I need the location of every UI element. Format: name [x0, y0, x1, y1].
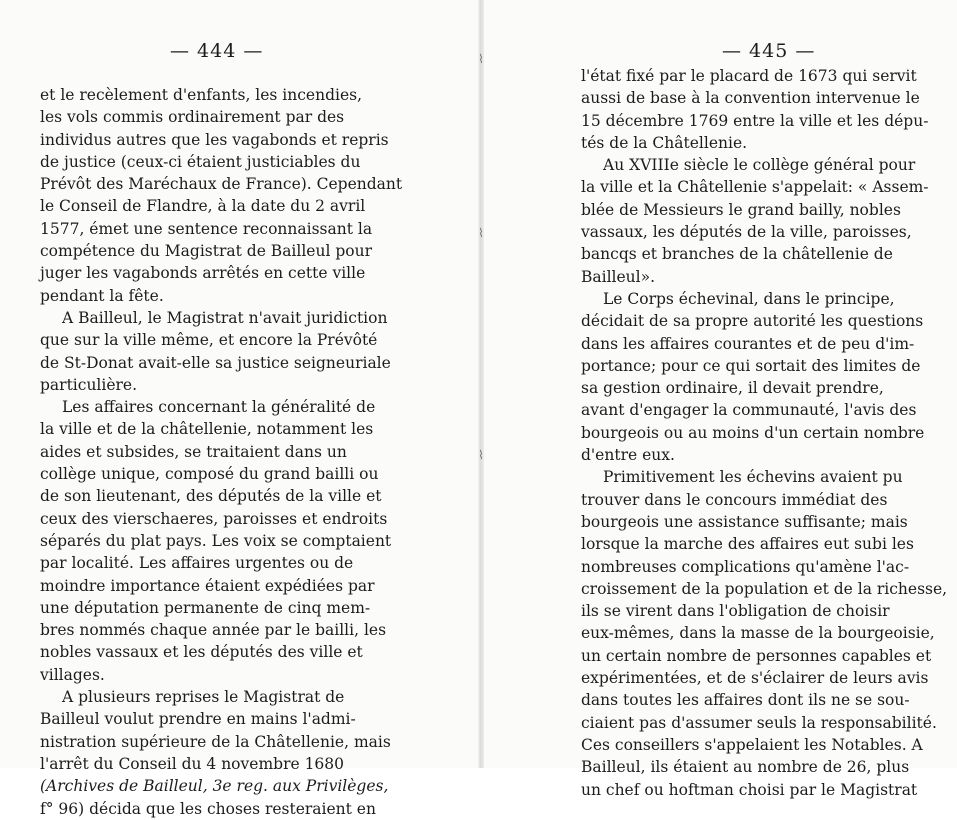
text-line: pendant la fête.: [40, 286, 164, 305]
text-line: bourgeois une assistance suffisante; mais: [581, 512, 908, 531]
text-line: juger les vagabonds arrêtés en cette ville: [40, 264, 366, 283]
text-line: l'arrêt du Conseil du 4 novembre 1680: [40, 754, 345, 773]
text-line: nobles vassaux et les députés des ville et: [40, 643, 363, 662]
text-line: croissement de la population et de la richesse,: [581, 579, 948, 598]
text-line: de son lieutenant, des députés de la ville et: [40, 487, 382, 506]
text-line: eux-mêmes, dans la masse de la bourgeoisie,: [581, 624, 935, 643]
text-line: villages.: [40, 665, 105, 684]
text-line: f° 96) décida que les choses resteraient en: [40, 799, 376, 818]
text-line: d'entre eux.: [581, 446, 675, 465]
text-line: A Bailleul, le Magistrat n'avait juridiction: [62, 308, 388, 327]
binding-mark: ⌇: [478, 52, 484, 66]
text-line: Au XVIIIe siècle le collège général pour: [603, 156, 916, 175]
text-line: dans les affaires courantes et de peu d'im-: [581, 334, 915, 353]
text-line: A plusieurs reprises le Magistrat de: [62, 688, 345, 707]
page-number: — 445 —: [722, 40, 816, 62]
text-line: moindre importance étaient expédiées par: [40, 576, 375, 595]
text-line: tés de la Châtellenie.: [581, 133, 748, 152]
text-line: et le recèlement d'enfants, les incendies,: [40, 86, 363, 104]
text-line: blée de Messieurs le grand bailly, nobles: [581, 200, 901, 219]
text-line: Le Corps échevinal, dans le principe,: [603, 289, 895, 308]
text-line: trouver dans le concours immédiat des: [581, 490, 888, 509]
page-number: — 444 —: [170, 40, 264, 62]
text-line: le Conseil de Flandre, à la date du 2 avril: [40, 197, 366, 216]
page-text: [581, 65, 948, 801]
text-line: un certain nombre de personnes capables et: [581, 646, 932, 665]
text-line: décidait de sa propre autorité les questions: [581, 312, 924, 331]
left-page: [0, 0, 478, 818]
text-line: bancqs et branches de la châtellenie de: [581, 245, 893, 264]
text-line: la ville et de la châtellenie, notamment les: [40, 420, 374, 439]
text-line: Bailleul».: [581, 267, 656, 286]
text-line: de justice (ceux-ci étaient justiciables du: [40, 152, 361, 171]
text-line: lorsque la marche des affaires eut subi les: [581, 535, 914, 554]
text-line: une députation permanente de cinq mem-: [40, 598, 371, 617]
text-line: Bailleul, ils étaient au nombre de 26, plus: [581, 758, 910, 777]
right-page: [484, 0, 957, 799]
text-line: (Archives de Bailleul, 3e reg. aux Privilèges,: [40, 777, 389, 796]
text-line: nombreuses complications qu'amène l'ac-: [581, 557, 910, 576]
text-line: un chef ou hoftman choisi par le Magistrat: [581, 780, 918, 799]
text-line: 15 décembre 1769 entre la ville et les dépu-: [581, 111, 929, 130]
text-line: bres nommés chaque année par le bailli, les: [40, 621, 387, 640]
text-line: individus autres que les vagabonds et repris: [40, 130, 389, 149]
binding-mark: ⌇: [478, 448, 484, 462]
text-line: de St-Donat avait-elle sa justice seigneuriale: [40, 353, 391, 372]
text-line: collège unique, composé du grand bailli ou: [40, 465, 379, 484]
text-line: Prévôt des Maréchaux de France). Cependant: [40, 175, 403, 194]
text-line: sa gestion ordinaire, il devait prendre,: [581, 379, 884, 398]
page-text: [40, 84, 403, 820]
text-line: que sur la ville même, et encore la Prévôté: [40, 331, 378, 350]
text-line: nistration supérieure de la Châtellenie, mais: [40, 732, 391, 751]
binding-mark: ⌇: [478, 226, 484, 240]
text-line: 1577, émet une sentence reconnaissant la: [40, 219, 373, 238]
text-line: l'état fixé par le placard de 1673 qui servit: [581, 67, 917, 85]
text-line: bourgeois ou au moins d'un certain nombre: [581, 423, 925, 442]
text-line: Bailleul voulut prendre en mains l'admi-: [40, 710, 356, 729]
text-line: ceux des vierschaeres, paroisses et endroits: [40, 509, 388, 528]
text-line: Primitivement les échevins avaient pu: [603, 468, 903, 487]
text-line: portance; pour ce qui sortait des limites de: [581, 356, 921, 375]
text-line: vassaux, les députés de la ville, paroisses,: [581, 223, 912, 242]
text-line: avant d'engager la communauté, l'avis des: [581, 401, 917, 420]
text-line: Ces conseillers s'appelaient les Notables. A: [581, 735, 923, 754]
text-line: les vols commis ordinairement par des: [40, 108, 345, 127]
text-line: dans toutes les affaires dont ils ne se sou-: [581, 691, 910, 710]
text-line: aides et subsides, se traitaient dans un: [40, 442, 347, 461]
text-line: particulière.: [40, 375, 138, 394]
text-line: compétence du Magistrat de Bailleul pour: [40, 242, 372, 261]
text-line: aussi de base à la convention intervenue le: [581, 89, 920, 108]
text-line: par localité. Les affaires urgentes ou de: [40, 554, 354, 573]
text-line: séparés du plat pays. Les voix se comptaient: [40, 531, 392, 550]
text-line: ciaient pas d'assumer seuls la responsabilité.: [581, 713, 937, 732]
text-line: expérimentées, et de s'éclairer de leurs avis: [581, 669, 929, 688]
text-line: la ville et la Châtellenie s'appelait: « Assem-: [581, 178, 929, 197]
text-line: ils se virent dans l'obligation de choisir: [581, 602, 890, 621]
text-line: Les affaires concernant la généralité de: [62, 398, 376, 417]
